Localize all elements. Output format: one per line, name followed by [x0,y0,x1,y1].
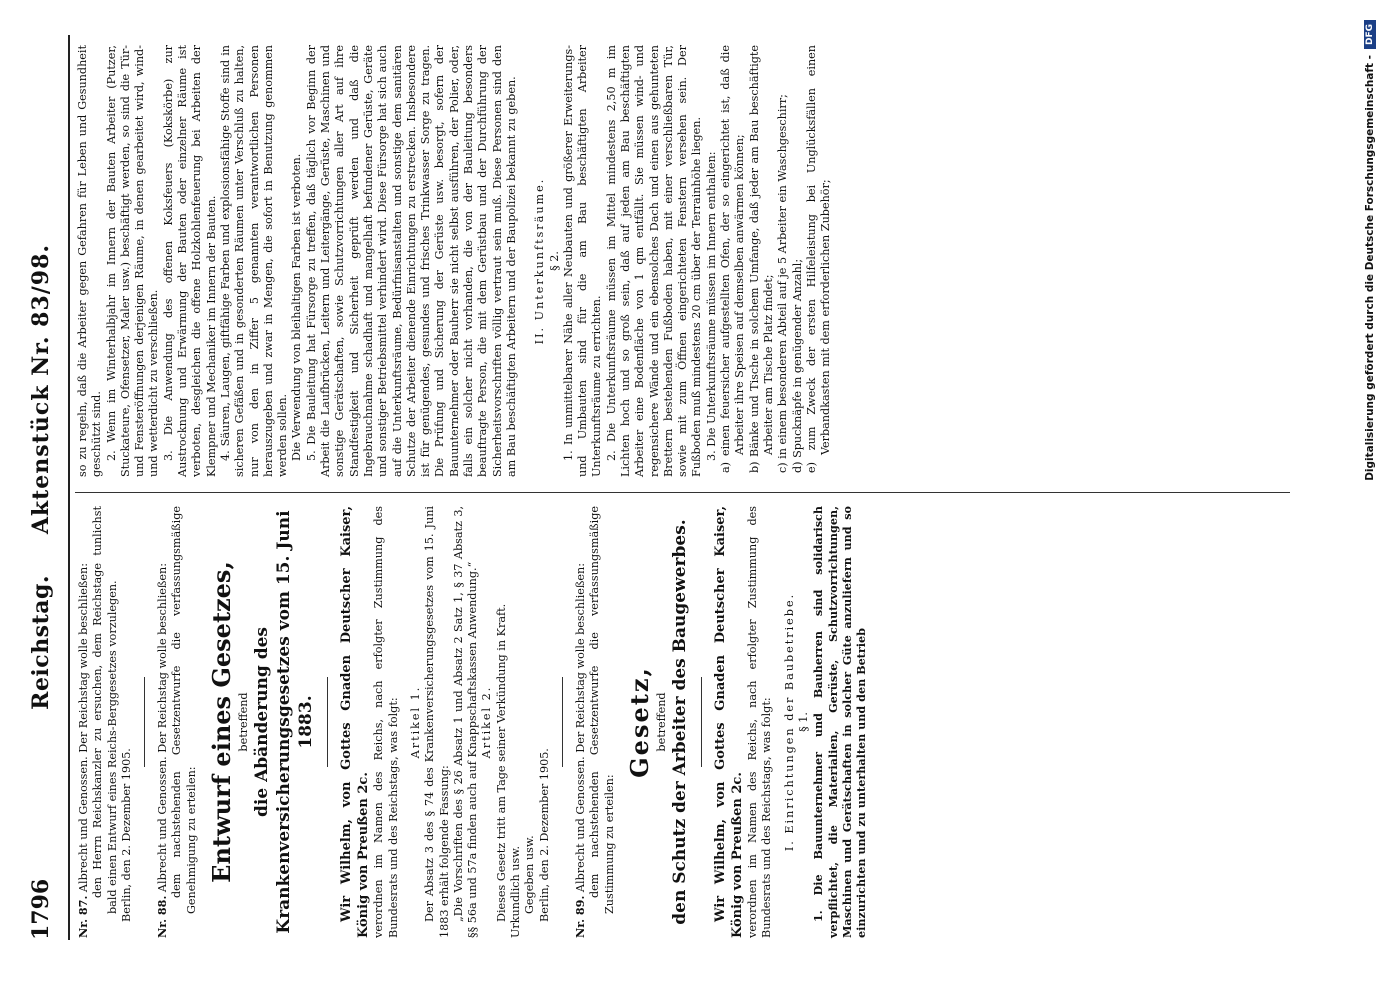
running-title [28,244,54,710]
list-item: b) Bänke und Tische in solchem Umfange, daß jeder am Bau beschäftigte Arbeiter am Tische Platz findet; [747,45,775,473]
nr88-intro [155,506,170,938]
separator [562,677,563,767]
nr88-closing-2: Gegeben usw. [523,835,537,914]
left-column [76,506,869,938]
s2-2: 2. Die Unterkunftsräume müssen im Mittel mindestens 2,50 m im Lichten hoch und so groß sein, daß auf jeden am Bau beschäftigten Arbeiter eine Bodenfläche von 1 qm entfällt. Sie müssen wind- und regensichere Wände und ein ebensolches Dach und einen aus gehunteten Brettern bestehenden Fußboden haben, mit einer verschließbaren Tür, sowie mit zum Öffnen eingerichteten Fenstern versehen sein. Der Fußboden muß mindestens 20 cm über der Terrainhöhe liegen. [604,45,704,477]
nr87-label: Nr. 87. [76,895,90,938]
nr88-art1-head: Artikel 1. [408,685,422,759]
page-header [28,35,64,940]
page-number: 1796 [28,878,54,940]
nr88-label: Nr. 88. [155,895,170,938]
nr88-subject: die Abänderung des Krankenversicherungsgesetzes vom 15. Juni 1883. [252,510,317,934]
nr89-preamble-1: Wir Wilhelm, von Gottes Gnaden Deutscher Kaiser, König von Preußen 2c. [713,506,746,938]
nr88-art1-text: Der Absatz 3 des § 74 des Krankenversicherungsgesetzes vom 15. Juni 1883 erhält folgende Fassung: [423,506,451,938]
nr88-preamble-2: verordnen im Namen des Reichs, nach erfolgter Zustimmung des Bundesrats und des Reichstags, was folgt: [372,506,400,938]
p-cont: so zu regeln, daß die Arbeiter gegen Gefahren für Leben und Gesundheit geschützt sind. [76,45,104,477]
nr88-art2-text: Dieses Gesetz tritt am Tage seiner Verkündung in Kraft. [494,603,508,922]
running-title-right: Aktenstück Nr. 83/98. [28,243,54,535]
list-item: e) zum Zweck der ersten Hilfeleistung bei Unglücksfällen einen Verbandkasten mit dem erforderlichen Zubehör; [804,45,833,473]
column-divider [75,492,1290,493]
separator [144,677,145,767]
nr87-text: Albrecht und Genossen. Der Reichstag wolle beschließen: [77,563,90,893]
para2: § 2. [547,251,561,271]
separator [701,677,702,767]
nr88-body: dem nachstehenden Gesetzentwurfe die verfassungsmäßige Genehmigung zu erteilen: [170,506,198,914]
list-item: d) Spucknäpfe in genügender Anzahl; [790,258,804,473]
s2-1: 1. In unmittelbarer Nähe aller Neubauten und größerer Erweiterungs- und Umbauten sind für die am Bau beschäftigten Arbeiter Unterkunftsräume zu errichten. [561,45,604,477]
header-rule [68,35,70,940]
nr89-text: Albrecht und Genossen. Der Reichstag wolle beschließen: [573,563,587,893]
nr88-betreffend: betreffend [237,692,251,752]
p2: 2. Wenn im Winterhalbjahr im Innern der Bauten Arbeiter (Putzer, Stuckateure, Ofensetzer, Maler usw.) beschäftigt werden, so sind die Tür- und Fensteröffnungen derjenigen Räume, in denen gearbeitet wird, wind- und wetterdicht zu verschließen. [104,45,161,477]
nr88-closing-1: Urkundlich usw. [509,845,523,938]
nr89-section-head: I. Einrichtungen der Baubetriebe. [782,592,796,852]
item-list [719,45,833,477]
nr88-title: Entwurf eines Gesetzes, [207,561,237,883]
list-item: c) in einem besonderen Abteil auf je 5 Arbeiter ein Waschgeschirr; [776,94,790,473]
nr89-body: dem nachstehenden Gesetzentwurfe die verfassungsmäßige Zustimmung zu erteilen: [588,506,616,914]
separator [327,677,328,767]
list-item: a) einen feuersicher aufgestellten Ofen, der so eingerichtet ist, daß die Arbeiter ihre Speisen auf demselben anwärmen können; [719,45,747,473]
nr87-body: den Herrn Reichskanzler zu ersuchen, dem Reichstage tunlichst bald einen Entwurf eines Reichs-Berggesetzes vorzulegen. [91,506,119,914]
p4: 4. Säuren, Laugen, giftfähige Farben und explosionsfähige Stoffe sind in sicheren Gefäßen und in gesonderten Räumen unter Verschluß zu halten, nur von den in Ziffer 5 genannten verantwortlichen Personen herauszugeben und zwar in Mengen, die sofort in Benutzung genommen werden sollen. [218,45,290,477]
nr89-p1: 1. Die Bauunternehmer und Bauherren sind solidarisch verpflichtet, die Materialien, Gerüste, Schutzvorrichtungen, Maschinen und Gerätschaften in solcher Güte anzuliefern und so einzurichten und zu unterhalten und den Betrieb [811,506,869,938]
p3: 3. Die Anwendung des offenen Koksfeuers (Kokskörbe) zur Austrocknung und Erwärmung der Bauten oder einzelner Räume ist verboten, desgleichen die offene Holzkohlenfeuerung bei Arbeiten der Klempner und Mechaniker im Innern der Bauten. [161,45,218,477]
nr89-betreffend: betreffend [654,692,668,752]
p5: 5. Die Bauleitung hat Fürsorge zu treffen, daß täglich vor Beginn der Arbeit die Laufbrücken, Leitern und Leitergänge, Gerüste, Maschinen und sonstige Gerätschaften, sowie Schutzvorrichtungen aller Art auf ihre Standfestigkeit und Sicherheit geprüft werden und daß die Ingebrauchnahme schadhaft und mangelhaft befundener Gerüste, Geräte und sonstiger Betriebsmittel verhindert wird. Diese Fürsorge hat sich auch auf die Unterkunftsräume, Bedürfnisanstalten und sonstige dem sanitären Schutze der Arbeiter dienende Einrichtungen zu erstrecken. Insbesondere ist für genügendes, gesundes und frisches Trinkwasser Sorge zu tragen. Die Prüfung und Sicherung der Gerüste usw. besorgt, sofern der Bauunternehmer oder Bauherr sie nicht selbst ausführen, der Polier, oder, falls ein solcher nicht vorhanden, die von der Bauleitung besonders beauftragte Person, die mit dem Gerüstbau und der Durchführung der Sicherheitsvorschriften völlig vertraut sein muß. Diese Personen sind den am Bau beschäftigten Arbeitern und der Baupolizei bekannt zu geben. [304,45,518,477]
nr89-preamble-2: verordnen im Namen des Reichs, nach erfolgter Zustimmung des Bundesrats und des Reichstags, was folgt: [746,506,774,938]
nr88-art1-quote: „Die Vorschriften des § 26 Absatz 1 und Absatz 2 Satz 1, § 37 Absatz 3, §§ 56a und 57a finden auch auf Knappschaftskassen Anwendung.“ [451,506,480,938]
nr89-label: Nr. 89. [572,895,587,938]
digitization-credit [1362,20,1378,880]
nr89-para1: § 1. [797,712,811,732]
nr89-subject: den Schutz der Arbeiter des Baugewerbes. [670,519,691,925]
p4b: Die Verwendung von bleihaltigen Farben ist verboten. [290,153,304,461]
nr88-art2-head: Artikel 2. [480,685,494,759]
nr88-date: Berlin, den 2. Dezember 1905. [537,748,551,922]
dfg-logo: DFG [1364,20,1376,49]
credit-text: Digitalisierung gefördert durch die Deutsche Forschungsgemeinschaft - [1364,55,1376,481]
s2-3: 3. Die Unterkunftsräume müssen im Innern enthalten: [704,151,718,461]
section-head-2: II. Unterkunftsräume. [533,177,547,345]
nr87-intro [76,506,91,938]
nr88-text: Albrecht und Genossen. Der Reichstag wolle beschließen: [156,563,170,893]
running-title-left: Reichstag. [28,574,54,710]
nr89-title: Gesetz, [624,666,654,778]
right-column [76,45,833,477]
nr89-intro [573,506,588,938]
nr87-date: Berlin, den 2. Dezember 1905. [119,748,133,922]
nr88-preamble-1: Wir Wilhelm, von Gottes Gnaden Deutscher Kaiser, König von Preußen 2c. [339,506,372,938]
